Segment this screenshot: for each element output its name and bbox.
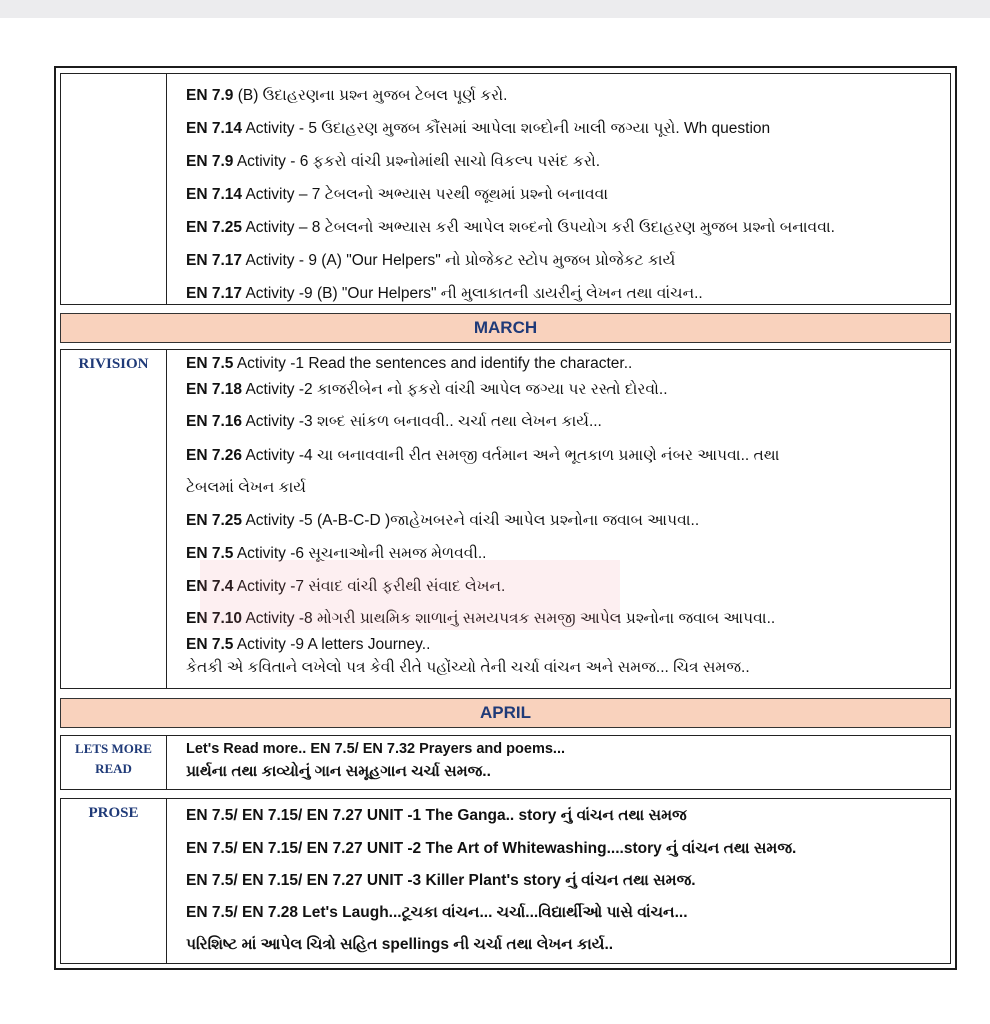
label-line: LETS MORE [75, 741, 152, 756]
list-item: EN 7.9 (B) ઉદાહરણના પ્રશ્ન મુજબ ટેબલ પૂર્ણ કરો. [186, 87, 508, 104]
list-item: EN 7.25 Activity -5 (A-B-C-D )જાહેખબરને વાંચી આપેલ પ્રશ્નોના જવાબ આપવા.. [186, 512, 700, 529]
list-item: EN 7.25 Activity – 8 ટેબલનો અભ્યાસ કરી આપેલ શબ્દનો ઉપયોગ કરી ઉદાહરણ મુજબ પ્રશ્નો બનાવવા. [186, 219, 835, 236]
list-item: પરિશિષ્ટ માં આપેલ ચિત્રો સહિત spellings ની ચર્ચા તથા લેખન કાર્ય.. [186, 936, 614, 953]
row-label-lets-read [61, 736, 167, 789]
list-item: EN 7.14 Activity - 5 ઉદાહરણ મુજબ કૌંસમાં આપેલા શબ્દોની ખાલી જગ્યા પૂરો. Wh question [186, 120, 771, 137]
month-header-april: APRIL [60, 698, 951, 728]
table-row-lets-read [60, 735, 951, 790]
list-item: EN 7.4 Activity -7 સંવાદ વાંચી ફરીથી સંવાદ લેખન. [186, 578, 506, 595]
row-content [168, 350, 950, 688]
row-label-revision: RIVISION [61, 350, 167, 688]
row-content [168, 74, 950, 304]
row-content [168, 736, 950, 789]
syllabus-table [54, 66, 957, 970]
label-line: READ [95, 761, 132, 776]
list-item: EN 7.16 Activity -3 શબ્દ સાંકળ બનાવવી.. ચર્ચા તથા લેખન કાર્ય... [186, 413, 602, 430]
table-row-continued [60, 73, 951, 305]
list-item: EN 7.26 Activity -4 ચા બનાવવાની રીત સમજી વર્તમાન અને ભૂતકાળ પ્રમાણે નંબર આપવા.. તથા [186, 447, 780, 464]
list-item: EN 7.5/ EN 7.28 Let's Laugh...ટૂચકા વાંચન... ચર્ચા...વિદ્યાર્થીઓ પાસે વાંચન... [186, 904, 688, 921]
row-label-empty [61, 74, 167, 304]
list-item: EN 7.5 Activity -9 A letters Journey.. [186, 636, 431, 653]
top-strip [0, 0, 990, 18]
list-item: EN 7.5 Activity -1 Read the sentences and identify the character.. [186, 355, 633, 372]
list-item: EN 7.10 Activity -8 મોગરી પ્રાથમિક શાળાનું સમયપત્રક સમજી આપેલ પ્રશ્નોના જવાબ આપવા.. [186, 610, 776, 627]
list-item: Let's Read more.. EN 7.5/ EN 7.32 Prayers and poems... [186, 741, 565, 757]
table-row-revision [60, 349, 951, 689]
list-item: EN 7.5/ EN 7.15/ EN 7.27 UNIT -2 The Art of Whitewashing....story નું વાંચન તથા સમજ. [186, 840, 797, 857]
list-item: EN 7.5 Activity -6 સૂચનાઓની સમજ મેળવવી.. [186, 545, 487, 562]
list-item: EN 7.14 Activity – 7 ટેબલનો અભ્યાસ પરથી જૂથમાં પ્રશ્નો બનાવવા [186, 186, 609, 203]
list-item: EN 7.18 Activity -2 કાજરીબેન નો ફકરો વાંચી આપેલ જગ્યા પર રસ્તો દોરવો.. [186, 381, 668, 398]
list-item: EN 7.17 Activity -9 (B) "Our Helpers" ની મુલાકાતની ડાયરીનું લેખન તથા વાંચન.. [186, 285, 703, 302]
row-content [168, 799, 950, 963]
list-item: પ્રાર્થના તથા કાવ્યોનું ગાન સમૂહગાન ચર્ચા સમજ.. [186, 763, 491, 780]
list-item: EN 7.5/ EN 7.15/ EN 7.27 UNIT -1 The Ganga.. story નું વાંચન તથા સમજ [186, 807, 687, 824]
list-item: EN 7.5/ EN 7.15/ EN 7.27 UNIT -3 Killer Plant's story નું વાંચન તથા સમજ. [186, 872, 696, 889]
list-item: EN 7.9 Activity - 6 ફકરો વાંચી પ્રશ્નોમાંથી સાચો વિકલ્પ પસંદ કરો. [186, 153, 601, 170]
row-label-prose: PROSE [61, 799, 167, 963]
list-item: EN 7.17 Activity - 9 (A) "Our Helpers" નો પ્રોજેકટ સ્ટોપ મુજબ પ્રોજેકટ કાર્ય [186, 252, 676, 269]
month-header-march: MARCH [60, 313, 951, 343]
list-item: કેતકી એ કવિતાને લખેલો પત્ર કેવી રીતે પહોંચ્યો તેની ચર્ચા વાંચન અને સમજ... ચિત્ર સમજ.. [186, 659, 750, 676]
table-row-prose [60, 798, 951, 964]
list-item: ટેબલમાં લેખન કાર્ય [186, 479, 306, 496]
